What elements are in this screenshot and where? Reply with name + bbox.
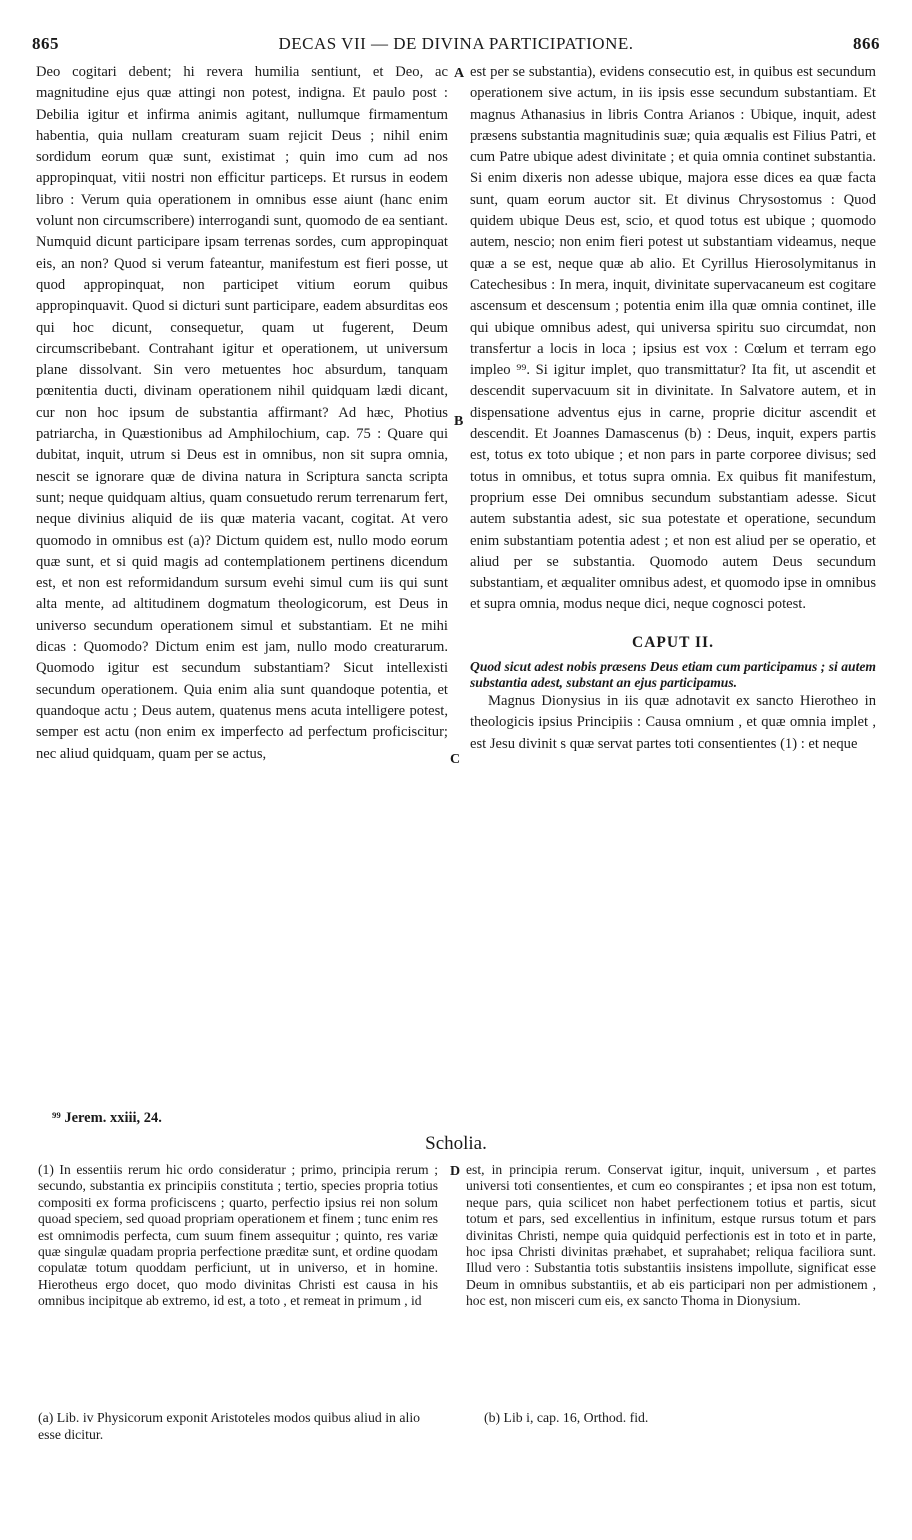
scholia-right-text: est, in principia rerum. Conservat igitur, inquit, universum , et partes universi toti consentientes, et cum eo conspirantes ; et ipsa non est totum, neque pars, quia scilicet non habet perfectionem totius et partis, sicut totum et pars, sed excellentius in infinitum, estque rursus totum et pars divinitas Christi, nempe quia quidquid perfectionis est in toto et in parte, hoc ipsa Christi divinitas præhabet, et suprahabet; reliqua faciliora sunt. Illud vero : Substantia totis substantiis insistens impollute, significat esse Deum in omnibus substantiis, et ab eis participari non per admistionem , hoc est, non misceri cum eis, ex sancto Thoma in Dionysium.	[466, 1162, 876, 1309]
scholia-left-text: (1) In essentiis rerum hic ordo consideratur ; primo, principia rerum ; secundo, substantia ex principiis constituta ; tertio, species propria totius compositi ex forma proficiscens ; quarto, perfectio ipsius rei non solum quoad speciem, sed quoad propriam operationem et finem ; tunc enim res est omnimodis perfecta, cum suum finem assequitur ; quinto, res variæ quæ singulæ quadam propria perfectione præditæ sunt, et ordine quodam copulatæ totum quoddam perficiunt, ut in universo, et in homine. Hierotheus ergo docet, quo modo divinitas Christi est causa in his omnibus incipitque ab extremo, id est, a toto , et remeat in primum , id	[38, 1162, 438, 1309]
footnote-b: (b) Lib i, cap. 16, Orthod. fid.	[484, 1410, 649, 1425]
margin-letter-d: D	[450, 1164, 461, 1179]
margin-letter-c: C	[450, 752, 461, 767]
left-column-text: Deo cogitari debent; hi revera humilia sentiunt, et Deo, ac magnitudine ejus quæ attingi non potest, indigna. Et paulo post : Debilia igitur et infirma animis agitant, nullumque firmamentum habentia, quia nullam creaturam suam rejicit Deus ; nihil enim sordidum eorum quæ sunt, existimat ; quin imo cum ad nos appropinquat, vitii nostri non efficitur particeps. Et rursus in eodem libro : Verum quia operationem in omnibus esse aiunt (hanc enim volunt non circumscribere) interrogandi sunt, quomodo de ea sentiant. Numquid dicunt participare ipsam terrenas sordes, cum appropinquat eis, an non? Quod si verum fateantur, manifestum est fieri posse, ut quod appropinquat, non participet vitium eorum quibus appropinquavit. Quod si dicturi sunt participare, eadem absurditas eos qui hoc dicunt, consequetur, quam ut fugerent, Deum circumscribebant. Contrahant igitur et operationem, ut universum plane dissolvant. Sin vero metuentes hoc absurdum, tanquam pœnitentia ducti, divinam operationem nihil quidquam lædi dicant, cur non hoc ipsum de substantia affirmant? Ad hæc, Photius patriarcha, in Quæstionibus ad Amphilochium, cap. 75 : Quare qui dubitat, inquit, utrum si Deus est in omnibus, non sit supra omnia, nescit se ignorare quæ de divina natura in Scriptura sancta scripta sunt; neque quidquam altius, quam consuetudo rerum terrenarum fert, neque divinius aliquid de iis quæ materia vacant, cogitat. At vero quomodo in omnibus est (a)? Dictum quidem est, nullo modo eorum quæ sunt, et si quid magis ad contemplationem pertinens dicendum est, et non est reformidandum sursum evehi simul cum iis qui sunt alta mente, ad altitudinem dogmatum theologicorum, est Deus in universo secundum operationem simul et substantiam. Et ne mihi dicas : Quomodo? Dictum enim est jam, nullo modo creaturarum. Quomodo igitur est secundum substantiam? Sicut intellexisti secundum operationem. Quia enim alia sunt quandoque potentia, et quandoque actu ; Deus autem, quatenus mens acuta intelligere potest, semper est actu (non enim ex imperfecto ad perfectum proficiscitur; nec aliud quidquam, quam per se actus,	[36, 64, 448, 762]
chapter-subtitle: Quod sicut adest nobis præsens Deus etiam cum participamus ; si autem substantia adest, substant an ejus participamus.	[470, 659, 876, 691]
margin-letter-b: B	[454, 414, 464, 429]
right-column	[470, 62, 876, 755]
chapter-heading: CAPUT II.	[632, 633, 714, 651]
page-number-right: 866	[853, 34, 880, 53]
right-column-text: est per se substantia), evidens consecutio est, in quibus est secundum operationem sive actum, in iis ipsis esse secundum substantiam. Et magnus Athanasius in libris Contra Arianos : Ubique, inquit, adest præsens substantia magnitudinis suæ; quia æqualis est Filius Patri, et cum Patre ubique adest divinitate ; et quia omnia continet substantia. Si enim dixeris non adesse ubique, majora esse dices ea quæ facta sunt, quam eorum auctor sit. Et divinus Chrysostomus : Quod quidem ubique Deus est, scio, et quod totus est ubique ; quomodo autem, nescio; non enim fieri potest ut substantiam videamus, neque quæ a se est, neque quæ ab alio. Et Cyrillus Hierosolymitanus in Catechesibus : In mera, inquit, divinitate supervacaneum est cogitare ascensum et descensum ; potentia enim illa quæ omnia continet, ille qui ubique omnibus adest, qui universa spiritu suo circumdat, non transfertur a locis in loca ; ipsius est vox : Cœlum et terram ego impleo ⁹⁹. Si igitur implet, quo transmittatur? Ita fit, ut ascendit et descendit supervacuum sit in divinitate. In Salvatore autem, et in dispensatione adventus ejus in carne, proprie dicitur ascendit et descendit. Et Joannes Damascenus (b) : Deus, inquit, expers partis est, totus ex toto ubique ; et non pars in parte corporee divisus; sed totus in omnibus, et totus supra omnia. Ex quibus fit manifestum, proprium esse Dei omnibus secundum substantiam adesse. Sicut autem substantia adest, sic sua potestate et operatione, secundum enim substantiam potentia adest ; et non est aliud per se operatio, et aliud per se substantia. Quomodo autem Deus secundum substantiam, et æqualiter omnibus adest, et quomodo ipse in omnibus et supra omnia, modus neque dici, neque cognosci potest.	[470, 64, 876, 613]
page-header	[32, 34, 880, 60]
running-title: DECAS VII — DE DIVINA PARTICIPATIONE.	[278, 34, 634, 53]
margin-letter-a: A	[454, 66, 465, 81]
left-column	[36, 62, 448, 765]
chapter-text: Magnus Dionysius in iis quæ adnotavit ex sancto Hierotheo in theologicis ipsius Principiis : Causa omnium , et quæ omnia implet , est Jesu divinit s quæ servat partes toti consentientes (1) : et neque	[470, 693, 876, 752]
footnote-a: (a) Lib. iv Physicorum exponit Aristoteles modos quibus aliud in alio esse dicitur.	[38, 1410, 421, 1442]
scholia-title: Scholia.	[425, 1133, 487, 1154]
scholia-right-column	[466, 1162, 876, 1310]
scholia-left-column	[38, 1162, 438, 1310]
bible-reference-note: ⁹⁹ Jerem. xxiii, 24.	[52, 1110, 162, 1126]
page-number-left: 865	[32, 34, 59, 53]
